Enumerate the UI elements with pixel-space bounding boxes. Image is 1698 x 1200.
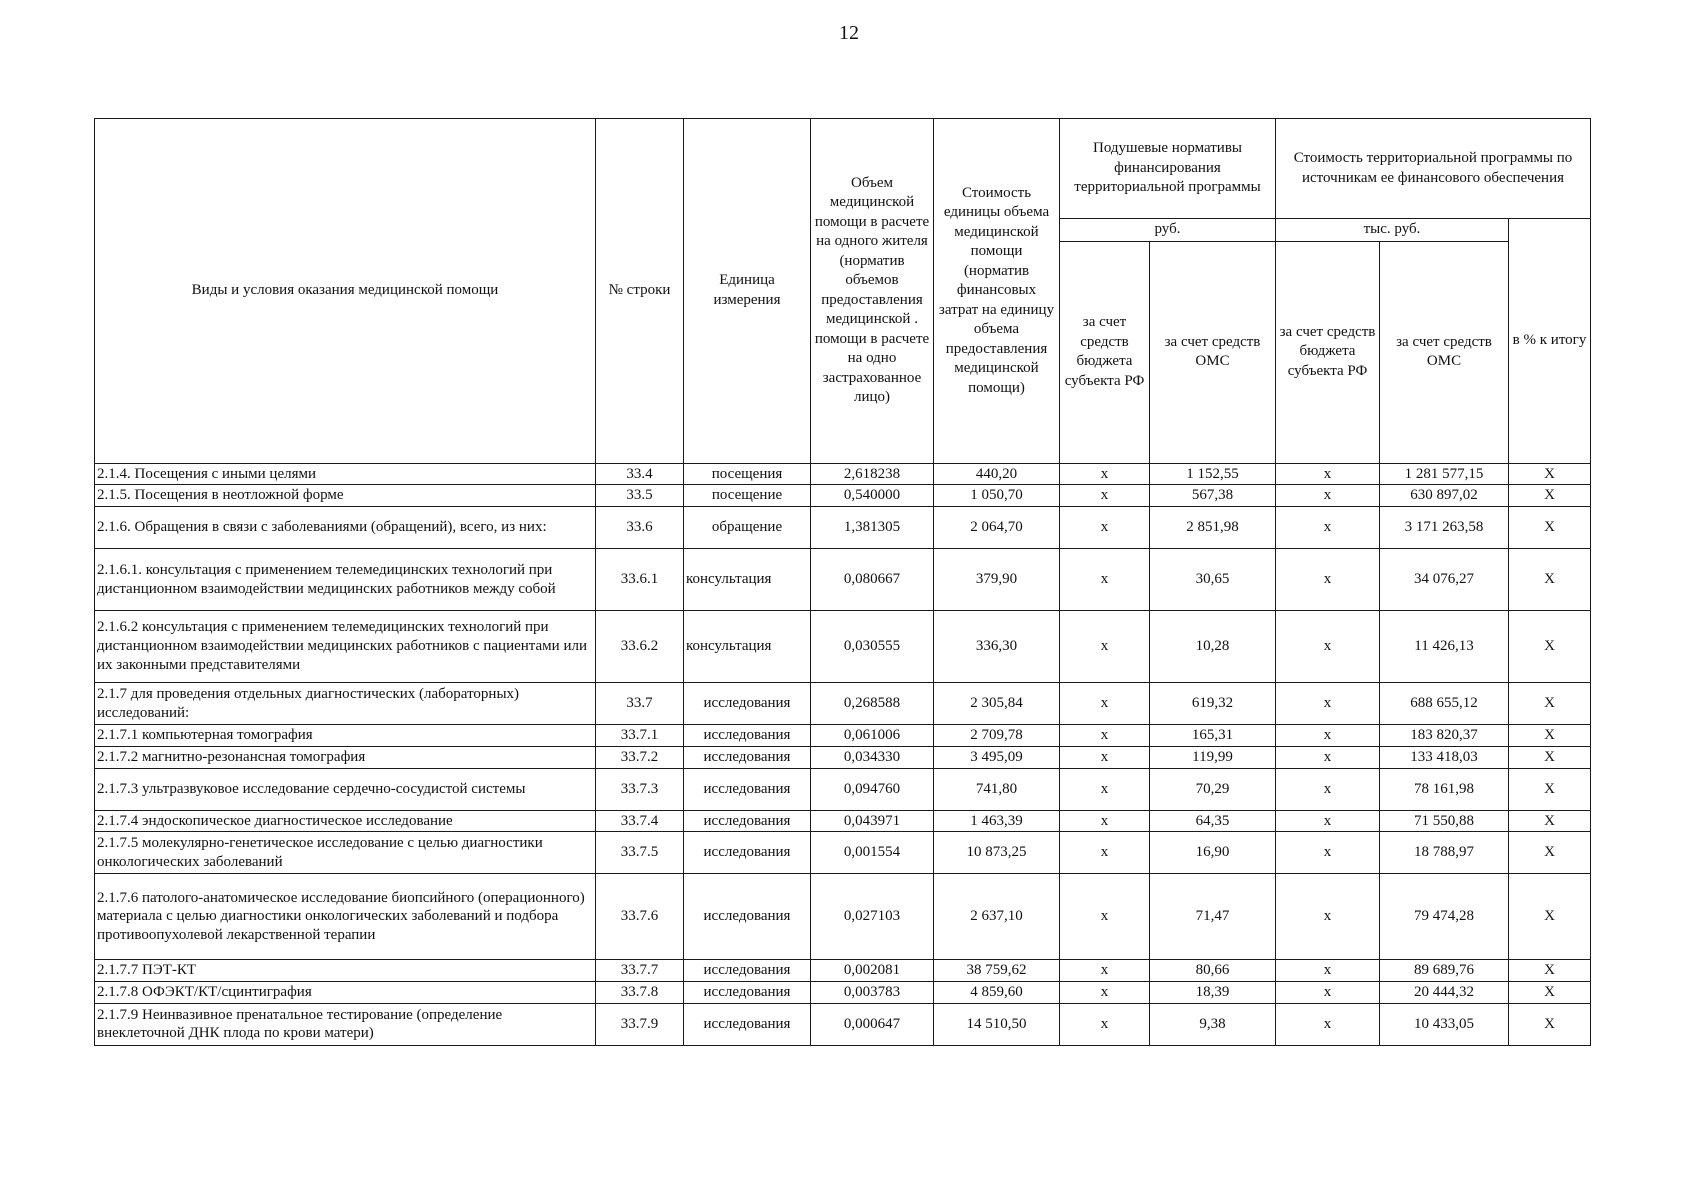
table-row [95,725,1591,747]
row-unit: исследования [684,746,811,768]
table-row [95,485,1591,507]
row-cost-budget: x [1276,463,1380,485]
row-cost-oms: 688 655,12 [1380,683,1509,725]
row-volume: 0,000647 [811,1003,934,1045]
row-name: 2.1.7.6 патолого-анатомическое исследование биопсийного (операционного) материала с целью диагностики онкологических заболеваний и подбора противоопухолевой лекарственной терапии [95,874,596,960]
row-number: 33.7.3 [596,768,684,810]
row-name: 2.1.6. Обращения в связи с заболеваниями (обращений), всего, из них: [95,507,596,549]
header-row-number: № строки [596,119,684,464]
row-cost-oms: 34 076,27 [1380,549,1509,611]
row-name: 2.1.7.7 ПЭТ-КТ [95,960,596,982]
row-unit-cost: 1 463,39 [934,810,1060,832]
table-row [95,874,1591,960]
header-volume: Объем медицинской помощи в расчете на одного жителя (норматив объемов предоставления медицинской . помощи в расчете на одно застрахованное лицо) [811,119,934,464]
page-number: 12 [839,22,859,44]
row-cost-budget: x [1276,874,1380,960]
row-volume: 0,540000 [811,485,934,507]
row-percent: X [1509,960,1591,982]
row-cost-oms: 71 550,88 [1380,810,1509,832]
row-volume: 0,002081 [811,960,934,982]
row-number: 33.7.1 [596,725,684,747]
row-norm-budget: x [1060,746,1150,768]
row-unit-cost: 2 064,70 [934,507,1060,549]
table-row [95,982,1591,1004]
row-norm-budget: x [1060,768,1150,810]
row-norm-budget: x [1060,611,1150,683]
header-per-capita-norms: Подушевые нормативы финансирования территориальной программы [1060,119,1276,219]
row-cost-oms: 78 161,98 [1380,768,1509,810]
row-unit-cost: 2 637,10 [934,874,1060,960]
row-norm-oms: 64,35 [1150,810,1276,832]
row-unit-cost: 741,80 [934,768,1060,810]
row-unit-cost: 14 510,50 [934,1003,1060,1045]
row-unit: исследования [684,874,811,960]
row-cost-oms: 630 897,02 [1380,485,1509,507]
row-number: 33.7 [596,683,684,725]
row-cost-oms: 11 426,13 [1380,611,1509,683]
row-unit: исследования [684,768,811,810]
row-unit: консультация [684,611,811,683]
header-norm-oms: за счет средств ОМС [1150,241,1276,463]
row-volume: 1,381305 [811,507,934,549]
row-norm-oms: 119,99 [1150,746,1276,768]
row-number: 33.6.2 [596,611,684,683]
row-norm-budget: x [1060,549,1150,611]
row-cost-budget: x [1276,832,1380,874]
row-name: 2.1.5. Посещения в неотложной форме [95,485,596,507]
row-cost-budget: x [1276,725,1380,747]
header-norm-budget: за счет средств бюджета субъекта РФ [1060,241,1150,463]
table-row [95,960,1591,982]
row-name: 2.1.7 для проведения отдельных диагностических (лабораторных) исследований: [95,683,596,725]
financing-table [94,118,1591,1046]
row-cost-budget: x [1276,810,1380,832]
row-cost-budget: x [1276,611,1380,683]
table-row [95,463,1591,485]
row-unit-cost: 2 305,84 [934,683,1060,725]
row-percent: X [1509,810,1591,832]
header-unit-cost: Стоимость единицы объема медицинской помощи (норматив финансовых затрат на единицу объема предоставления медицинской помощи) [934,119,1060,464]
header-percent: в % к итогу [1509,219,1591,464]
table-header [95,119,1591,464]
row-norm-budget: x [1060,982,1150,1004]
header-name: Виды и условия оказания медицинской помощи [95,119,596,464]
row-unit: посещение [684,485,811,507]
row-unit-cost: 3 495,09 [934,746,1060,768]
row-percent: X [1509,746,1591,768]
row-number: 33.5 [596,485,684,507]
row-percent: X [1509,725,1591,747]
row-norm-oms: 619,32 [1150,683,1276,725]
row-unit: консультация [684,549,811,611]
row-name: 2.1.4. Посещения с иными целями [95,463,596,485]
row-cost-oms: 1 281 577,15 [1380,463,1509,485]
row-percent: X [1509,768,1591,810]
row-number: 33.7.4 [596,810,684,832]
table-row [95,507,1591,549]
row-norm-budget: x [1060,832,1150,874]
row-percent: X [1509,683,1591,725]
row-name: 2.1.7.5 молекулярно-генетическое исследование с целью диагностики онкологических заболеваний [95,832,596,874]
header-cost-oms: за счет средств ОМС [1380,241,1509,463]
row-norm-oms: 70,29 [1150,768,1276,810]
row-number: 33.4 [596,463,684,485]
row-number: 33.7.7 [596,960,684,982]
table-body [95,463,1591,1045]
row-unit-cost: 10 873,25 [934,832,1060,874]
row-norm-budget: x [1060,725,1150,747]
row-unit: исследования [684,832,811,874]
row-number: 33.7.2 [596,746,684,768]
row-norm-oms: 165,31 [1150,725,1276,747]
row-volume: 0,003783 [811,982,934,1004]
row-volume: 0,043971 [811,810,934,832]
row-norm-budget: x [1060,874,1150,960]
row-norm-oms: 1 152,55 [1150,463,1276,485]
row-norm-budget: x [1060,960,1150,982]
row-number: 33.7.6 [596,874,684,960]
row-unit-cost: 336,30 [934,611,1060,683]
row-cost-budget: x [1276,485,1380,507]
row-norm-oms: 567,38 [1150,485,1276,507]
row-name: 2.1.7.1 компьютерная томография [95,725,596,747]
row-number: 33.6.1 [596,549,684,611]
row-norm-oms: 18,39 [1150,982,1276,1004]
row-number: 33.7.5 [596,832,684,874]
row-volume: 0,001554 [811,832,934,874]
header-unit: Единица измерения [684,119,811,464]
row-cost-budget: x [1276,960,1380,982]
row-number: 33.6 [596,507,684,549]
row-norm-oms: 71,47 [1150,874,1276,960]
table-row [95,1003,1591,1045]
row-name: 2.1.6.1. консультация с применением телемедицинских технологий при дистанционном взаимодействии медицинских работников между собой [95,549,596,611]
row-volume: 0,027103 [811,874,934,960]
row-percent: X [1509,982,1591,1004]
row-name: 2.1.6.2 консультация с применением телемедицинских технологий при дистанционном взаимодействии медицинских работников с пациентами или их законными представителями [95,611,596,683]
row-percent: X [1509,485,1591,507]
row-norm-oms: 10,28 [1150,611,1276,683]
header-cost-budget: за счет средств бюджета субъекта РФ [1276,241,1380,463]
row-cost-budget: x [1276,549,1380,611]
row-norm-budget: x [1060,683,1150,725]
row-norm-oms: 2 851,98 [1150,507,1276,549]
row-unit: исследования [684,960,811,982]
row-percent: X [1509,611,1591,683]
row-unit: исследования [684,725,811,747]
table-row [95,832,1591,874]
row-cost-oms: 18 788,97 [1380,832,1509,874]
row-cost-budget: x [1276,746,1380,768]
row-cost-budget: x [1276,1003,1380,1045]
row-cost-oms: 89 689,76 [1380,960,1509,982]
row-name: 2.1.7.2 магнитно-резонансная томография [95,746,596,768]
row-unit-cost: 440,20 [934,463,1060,485]
row-norm-budget: x [1060,810,1150,832]
row-cost-budget: x [1276,507,1380,549]
row-unit: исследования [684,683,811,725]
row-norm-budget: x [1060,463,1150,485]
row-cost-oms: 183 820,37 [1380,725,1509,747]
header-unit-rub: руб. [1060,219,1276,242]
row-name: 2.1.7.4 эндоскопическое диагностическое исследование [95,810,596,832]
row-norm-oms: 9,38 [1150,1003,1276,1045]
row-unit: обращение [684,507,811,549]
row-name: 2.1.7.9 Неинвазивное пренатальное тестирование (определение внеклеточной ДНК плода по крови матери) [95,1003,596,1045]
row-unit: посещения [684,463,811,485]
row-norm-oms: 30,65 [1150,549,1276,611]
row-percent: X [1509,549,1591,611]
row-unit-cost: 379,90 [934,549,1060,611]
row-unit-cost: 1 050,70 [934,485,1060,507]
table-row [95,611,1591,683]
row-percent: X [1509,874,1591,960]
row-unit: исследования [684,1003,811,1045]
row-percent: X [1509,463,1591,485]
row-norm-budget: x [1060,507,1150,549]
table-row [95,683,1591,725]
row-norm-oms: 80,66 [1150,960,1276,982]
row-norm-oms: 16,90 [1150,832,1276,874]
row-unit-cost: 38 759,62 [934,960,1060,982]
table-row [95,746,1591,768]
row-unit: исследования [684,982,811,1004]
row-cost-oms: 133 418,03 [1380,746,1509,768]
row-unit: исследования [684,810,811,832]
row-cost-budget: x [1276,768,1380,810]
row-number: 33.7.9 [596,1003,684,1045]
table-row [95,768,1591,810]
row-percent: X [1509,1003,1591,1045]
row-name: 2.1.7.8 ОФЭКТ/КТ/сцинтиграфия [95,982,596,1004]
row-cost-oms: 79 474,28 [1380,874,1509,960]
row-percent: X [1509,507,1591,549]
row-cost-budget: x [1276,683,1380,725]
row-volume: 0,034330 [811,746,934,768]
row-number: 33.7.8 [596,982,684,1004]
row-cost-budget: x [1276,982,1380,1004]
row-volume: 0,094760 [811,768,934,810]
header-program-cost: Стоимость территориальной программы по источникам ее финансового обеспечения [1276,119,1591,219]
table-row [95,810,1591,832]
row-name: 2.1.7.3 ультразвуковое исследование сердечно-сосудистой системы [95,768,596,810]
row-volume: 0,061006 [811,725,934,747]
row-percent: X [1509,832,1591,874]
row-cost-oms: 10 433,05 [1380,1003,1509,1045]
row-norm-budget: x [1060,485,1150,507]
row-cost-oms: 3 171 263,58 [1380,507,1509,549]
row-unit-cost: 4 859,60 [934,982,1060,1004]
row-unit-cost: 2 709,78 [934,725,1060,747]
row-volume: 0,030555 [811,611,934,683]
header-unit-thousand-rub: тыс. руб. [1276,219,1509,242]
row-volume: 2,618238 [811,463,934,485]
table-row [95,549,1591,611]
row-cost-oms: 20 444,32 [1380,982,1509,1004]
row-volume: 0,080667 [811,549,934,611]
row-norm-budget: x [1060,1003,1150,1045]
row-volume: 0,268588 [811,683,934,725]
